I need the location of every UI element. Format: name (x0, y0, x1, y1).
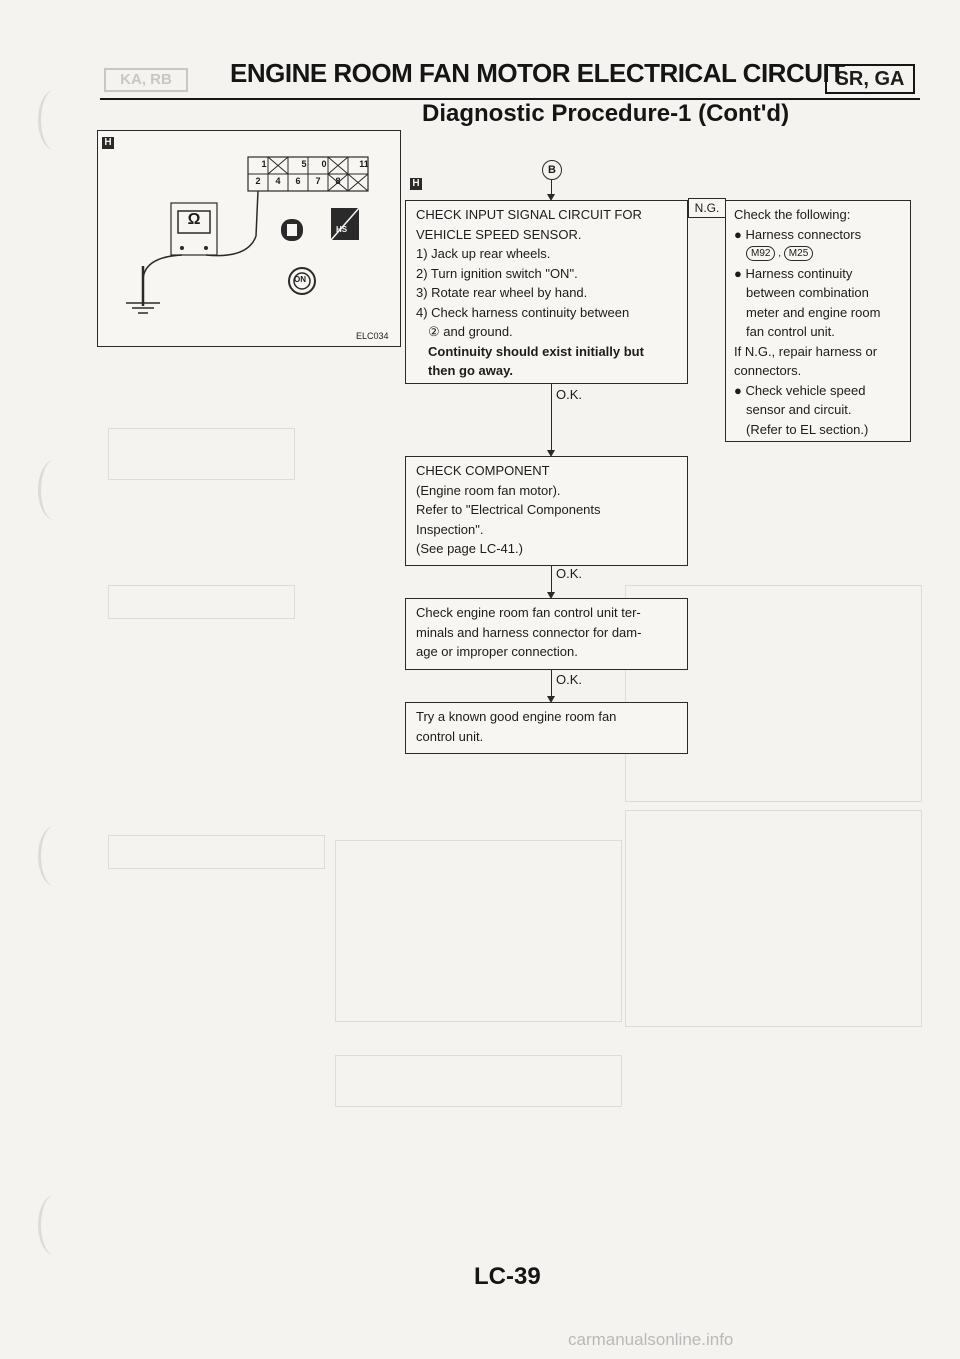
page-title: ENGINE ROOM FAN MOTOR ELECTRICAL CIRCUIT (230, 58, 845, 88)
flow-line (551, 180, 552, 195)
ng-line: If N.G., repair harness or (734, 343, 878, 359)
step2-line: CHECK COMPONENT (416, 463, 550, 478)
step1-line: ② and ground. (428, 324, 513, 339)
sensor-label: HS (336, 225, 348, 234)
step3-line: minals and harness connector for dam- (416, 624, 642, 640)
ng-line: between combination (746, 285, 869, 300)
bleed-through-box (108, 428, 295, 480)
step1-criteria: then go away. (428, 363, 513, 378)
step-section-mark: H (410, 178, 422, 190)
terminal-label: 4 (275, 176, 281, 186)
ng-line: meter and engine room (746, 304, 881, 320)
step4-line: Try a known good engine room fan (416, 709, 617, 724)
ng-line: fan control unit. (746, 324, 835, 339)
ng-line: Check the following: (734, 207, 851, 222)
step1-line: 3) Rotate rear wheel by hand. (416, 285, 588, 300)
step1-line: 4) Check harness continuity between (416, 304, 630, 320)
step1-line: 1) Jack up rear wheels. (416, 246, 551, 261)
bleed-through-box (335, 840, 622, 1022)
step2-line: Inspection". (416, 521, 484, 537)
step2-line: (See page LC-41.) (416, 541, 523, 556)
binder-hole (38, 90, 71, 150)
flow-line (551, 566, 552, 592)
step2-line: Refer to "Electrical Components (416, 502, 601, 517)
figure-section-mark: H (102, 137, 114, 149)
ng-line: ● Check vehicle speed (734, 382, 866, 398)
step-check-terminals (405, 598, 688, 670)
flow-line (551, 670, 552, 696)
step1-line: 2) Turn ignition switch "ON". (416, 265, 578, 281)
ng-line: ● Harness continuity (734, 265, 853, 281)
terminal-label: 8 (335, 176, 341, 186)
binder-hole (38, 1195, 71, 1255)
terminal-label: 11 (359, 159, 369, 169)
model-tag-right: SR, GA (825, 64, 915, 94)
step1-criteria: Continuity should exist initially but (428, 343, 644, 359)
ok-label: O.K. (556, 566, 583, 581)
binder-hole (38, 826, 71, 886)
connector-code: M92 (746, 246, 775, 261)
ng-label: N.G. (688, 198, 726, 218)
figure-code: ELC034 (356, 331, 389, 341)
ohm-symbol: Ω (187, 211, 201, 228)
step2-line: (Engine room fan motor). (416, 482, 561, 498)
bleed-through-box (108, 585, 295, 619)
ng-check-box (725, 200, 911, 442)
entry-connector-mark: B (542, 160, 562, 180)
step-try-known-good-unit (405, 702, 688, 754)
terminal-label: 6 (295, 176, 301, 186)
bleed-through-box (335, 1055, 622, 1107)
terminal-label: 0 (321, 159, 327, 169)
step1-line: CHECK INPUT SIGNAL CIRCUIT FOR (416, 207, 642, 222)
ok-label: O.K. (556, 672, 583, 687)
bleed-through-box (625, 810, 922, 1027)
ok-label: O.K. (556, 387, 583, 402)
binder-hole (38, 460, 71, 520)
model-tag-left: KA, RB (104, 68, 188, 92)
page-number: LC-39 (474, 1263, 541, 1290)
connector-code: M25 (784, 246, 813, 261)
page-subtitle: Diagnostic Procedure-1 (Cont'd) (422, 100, 790, 127)
continuity-test-figure (97, 130, 401, 347)
step4-line: control unit. (416, 728, 484, 744)
terminal-label: 7 (315, 176, 321, 186)
step1-line: VEHICLE SPEED SENSOR. (416, 226, 582, 242)
watermark: carmanualsonline.info (568, 1330, 734, 1349)
ng-line: (Refer to EL section.) (746, 421, 869, 437)
ignition-label: ON (294, 275, 306, 284)
terminal-label: 5 (301, 159, 307, 169)
step3-line: age or improper connection. (416, 644, 578, 659)
step3-line: Check engine room fan control unit ter- (416, 605, 641, 620)
terminal-label: 2 (255, 176, 261, 186)
ng-line: connectors. (734, 363, 802, 378)
step-check-input-signal (405, 200, 688, 384)
ng-line: ● Harness connectors (734, 226, 862, 242)
bleed-through-box (108, 835, 325, 869)
terminal-label: 1 (261, 159, 267, 169)
connector-codes: M92 , M25 (734, 244, 902, 264)
ng-line: sensor and circuit. (746, 402, 852, 417)
flow-line (551, 384, 552, 450)
step-check-component (405, 456, 688, 566)
